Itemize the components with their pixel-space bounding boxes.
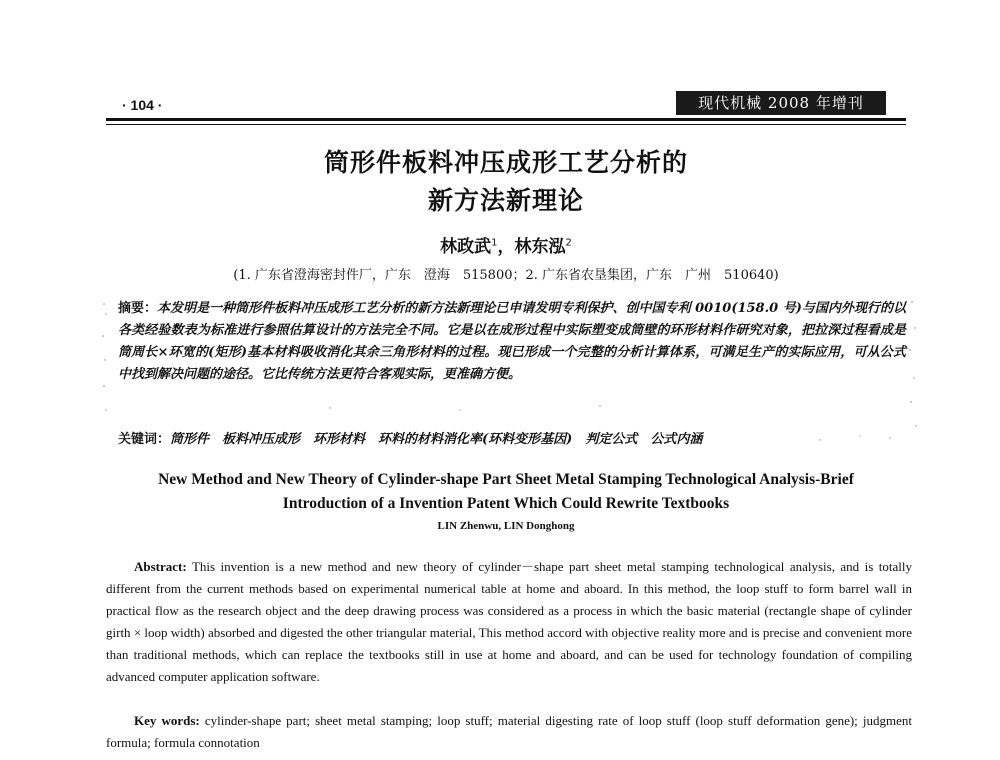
affiliation: (1. 广东省澄海密封件厂，广东 澄海 515800；2. 广东省农垦集团，广东 广州 510640) bbox=[233, 268, 779, 283]
paper-title bbox=[106, 144, 906, 220]
author-2: 林东泓 bbox=[514, 237, 566, 257]
english-abstract-text: This invention is a new method and new theory of cylinder－shape part sheet metal stamping technological analysis, and is totally different from the current methods based on experimental numerical table at home and aboard. In this method, the loop stuff to form barrel wall in practical flow as the research object and the deep drawing process was considered as a process in which the basic material (rectangle shape of cylinder girth × loop width) absorbed and digested the other triangular material, This method accord with objective reality more and is precise and convenient more than traditional methods, which can replace the textbooks still in use at home and aboard, and can be used for technology foundation of compiling advanced computer application software. bbox=[106, 559, 912, 684]
author-list bbox=[106, 232, 906, 257]
chinese-abstract bbox=[118, 298, 906, 386]
english-keywords-text: cylinder-shape part; sheet metal stamping; loop stuff; material digesting rate of loop stuff (loop stuff deformation gene); judgment formula; formula connotation bbox=[106, 713, 912, 750]
english-abstract-label: Abstract: bbox=[134, 559, 187, 574]
author-separator: ， bbox=[497, 237, 515, 257]
chinese-keywords bbox=[118, 428, 906, 447]
english-keywords-label: Key words: bbox=[134, 713, 200, 728]
chinese-abstract-text: 本发明是一种筒形件板料冲压成形工艺分析的新方法新理论已申请发明专利保护、创中国专利 0010(158.0 号)与国内外现行的以各类经验数表为标准进行参照估算设计的方法完全不同。它是以在成形过程中实际塑变成筒壁的环形材料作研究对象，把拉深过程看成是筒周长×环宽的(矩形)基本材料吸收消化其余三角形材料的过程。现已形成一个完整的分析计算体系，可满足生产的实际应用，可从公式中找到解决问题的途径。它比传统方法更符合客观实际，更准确方便。 bbox=[118, 301, 906, 382]
english-title-line1: New Method and New Theory of Cylinder-shape Part Sheet Metal Stamping Technological Analysis-Brief bbox=[158, 471, 854, 488]
english-title bbox=[106, 468, 906, 516]
english-abstract bbox=[106, 556, 912, 688]
page-number: · 104 · bbox=[122, 97, 163, 113]
header-rule-thin bbox=[106, 124, 906, 125]
author-1: 林政武 bbox=[440, 237, 492, 257]
header-rule-thick bbox=[106, 118, 906, 121]
paper-title-line2: 新方法新理论 bbox=[427, 186, 584, 215]
paper-title-line1: 筒形件板料冲压成形工艺分析的 bbox=[323, 148, 688, 177]
author-2-affil: 2 bbox=[565, 237, 572, 249]
english-keywords bbox=[106, 710, 912, 754]
chinese-keywords-label: 关键词： bbox=[118, 432, 171, 447]
chinese-abstract-label: 摘要： bbox=[118, 301, 158, 316]
journal-banner: 现代机械 2008 年增刊 bbox=[676, 91, 886, 115]
author-1-affil: 1 bbox=[491, 237, 498, 249]
chinese-keywords-text: 筒形件 板料冲压成形 环形材料 环料的材料消化率(环料变形基因) 判定公式 公式内涵 bbox=[170, 432, 703, 447]
english-title-line2: Introduction of a Invention Patent Which Could Rewrite Textbooks bbox=[282, 495, 730, 512]
english-authors: LIN Zhenwu, LIN Donghong bbox=[437, 520, 575, 532]
